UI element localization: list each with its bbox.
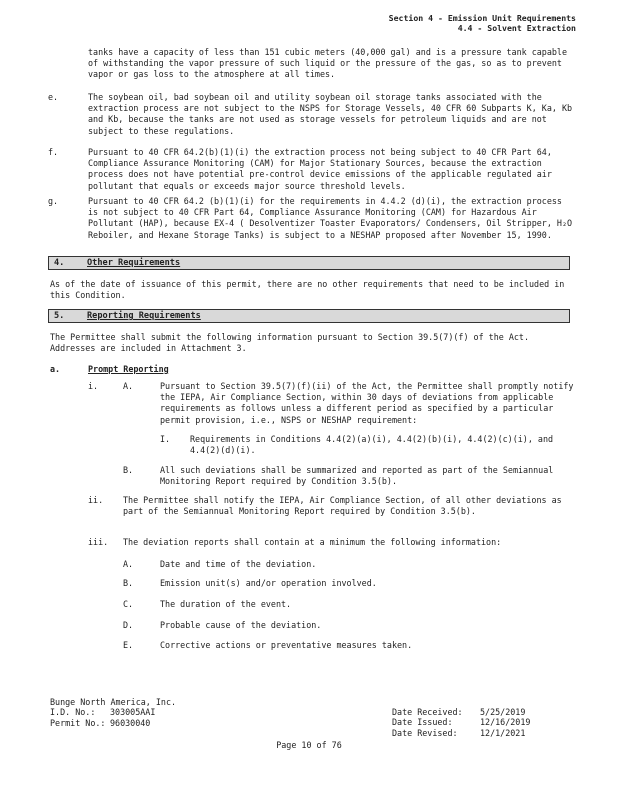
footer-right <box>392 707 530 738</box>
footer-revised-value: 12/1/2021 <box>480 727 526 738</box>
item-i-b-text: All such deviations shall be summarized and reported as part of the Semiannual Monitoring Report required by Condition 3.5(b). <box>160 465 554 487</box>
section-header <box>389 14 576 34</box>
item-iii-text: The deviation reports shall contain at a minimum the following information: <box>123 537 502 547</box>
footer-left <box>50 697 176 728</box>
footer-issued-row <box>392 717 530 727</box>
item-i-label: i. <box>88 381 99 391</box>
item-ii-text: The Permittee shall notify the IEPA, Air Compliance Section, of all other deviations as part of the Semiannual Monitoring Report required by Condition 3.5(b). <box>123 495 562 517</box>
footer-issued-value: 12/16/2019 <box>480 717 531 728</box>
continued-paragraph: tanks have a capacity of less than 151 cubic meters (40,000 gal) and is a pressure tank capable of withstanding the vapor pressure of such liquid or the pressure of the gas, so as to prevent vapor or gas loss to the atmosphere at all times. <box>88 47 568 80</box>
section-4-text: As of the date of issuance of this permit, there are no other requirements that need to be included in this Condition. <box>50 279 565 301</box>
deviation-item-c-label: C. <box>123 599 134 609</box>
footer-company: Bunge North America, Inc. <box>50 697 177 707</box>
section-4-title: Other Requirements <box>87 258 181 268</box>
footer-permit-label: Permit No.: <box>50 717 106 728</box>
item-e-text: The soybean oil, bad soybean oil and utility soybean oil storage tanks associated with the extraction process are not subject to the NSPS for Storage Vessels, 40 CFR 60 Subparts K, Ka, Kb and Kb, because the tanks are not used as storage vessels for petroleum liquids and are not subject to these regulations. <box>88 92 573 136</box>
footer-revised-label: Date Revised: <box>392 727 458 738</box>
item-e-label: e. <box>48 92 59 102</box>
deviation-item-e-label: E. <box>123 640 134 650</box>
item-i-a-1-label: I. <box>160 434 171 444</box>
item-i-a-label: A. <box>123 381 134 391</box>
footer-id-label: I.D. No.: <box>50 707 96 718</box>
item-g-label: g. <box>48 196 59 206</box>
item-i-a-1-text: Requirements in Conditions 4.4(2)(a)(i), 4.4(2)(b)(i), 4.4(2)(c)(i), and 4.4(2)(d)(i). <box>190 434 554 456</box>
section-4-number: 4. <box>54 258 65 268</box>
item-f-text: Pursuant to 40 CFR 64.2(b)(1)(i) the extraction process not being subject to 40 CFR Part 64, Compliance Assurance Monitoring (CAM) for Major Stationary Sources, because the extraction process does not have potential pre-control device emissions of the applicable regulated air pollutant that equals or exceeds major source threshold levels. <box>88 147 552 191</box>
footer-permit-row <box>50 718 176 728</box>
item-ii-label: ii. <box>88 495 104 505</box>
footer-revised-row <box>392 728 530 738</box>
deviation-item-d-text: Probable cause of the deviation. <box>160 620 322 630</box>
section-4-heading <box>48 256 570 270</box>
deviation-item-b-text: Emission unit(s) and/or operation involved. <box>160 578 377 588</box>
item-i-b-label: B. <box>123 465 134 475</box>
footer-id-value: 303005AAI <box>110 707 156 718</box>
deviation-item-c-text: The duration of the event. <box>160 599 292 609</box>
item-g-text: Pursuant to 40 CFR 64.2 (b)(1)(i) for the requirements in 4.4.2 (d)(i), the extraction process is not subject to 40 CFR Part 64, Compliance Assurance Monitoring (CAM) for Hazardous Air Pollutant (HAP), because EX-4 ( Desolventizer Toaster Evaporators/ Condensers, Oil Stripper, H₂O Reboiler, and Hexane Storage Tanks) is subject to a NESHAP proposed after November 15, 1990. <box>88 196 573 240</box>
deviation-item-a-label: A. <box>123 559 134 569</box>
section-5-text: The Permittee shall submit the following information pursuant to Section 39.5(7)(f) of the Act. Addresses are included in Attachment 3. <box>50 332 530 354</box>
header-line-2: 4.4 - Solvent Extraction <box>457 22 576 33</box>
deviation-item-a-text: Date and time of the deviation. <box>160 559 317 569</box>
section-5-heading <box>48 309 570 323</box>
section-5-number: 5. <box>54 311 65 321</box>
footer-permit-value: 96030040 <box>110 717 151 728</box>
page-number: Page 10 of 76 <box>276 740 342 750</box>
sub-a-title: Prompt Reporting <box>88 364 169 374</box>
footer-received-row <box>392 707 530 717</box>
deviation-item-d-label: D. <box>123 620 134 630</box>
item-i-a-text: Pursuant to Section 39.5(7)(f)(ii) of the Act, the Permittee shall promptly notify the IEPA, Air Compliance Section, within 30 days of deviations from applicable requirements as follows unless a different period as specified by a particular permit provision, i.e., NSPS or NESHAP requirement: <box>160 381 574 425</box>
footer-id-row <box>50 707 176 717</box>
item-iii-label: iii. <box>88 537 109 547</box>
item-f-label: f. <box>48 147 59 157</box>
header-line-1: Section 4 - Emission Unit Requirements <box>388 13 576 23</box>
footer-received-value: 5/25/2019 <box>480 707 526 717</box>
footer-issued-label: Date Issued: <box>392 717 453 728</box>
section-5-title: Reporting Requirements <box>87 311 201 321</box>
deviation-item-b-label: B. <box>123 578 134 588</box>
deviation-item-e-text: Corrective actions or preventative measures taken. <box>160 640 413 650</box>
footer-received-label: Date Received: <box>392 707 463 717</box>
sub-a-label: a. <box>50 364 61 374</box>
